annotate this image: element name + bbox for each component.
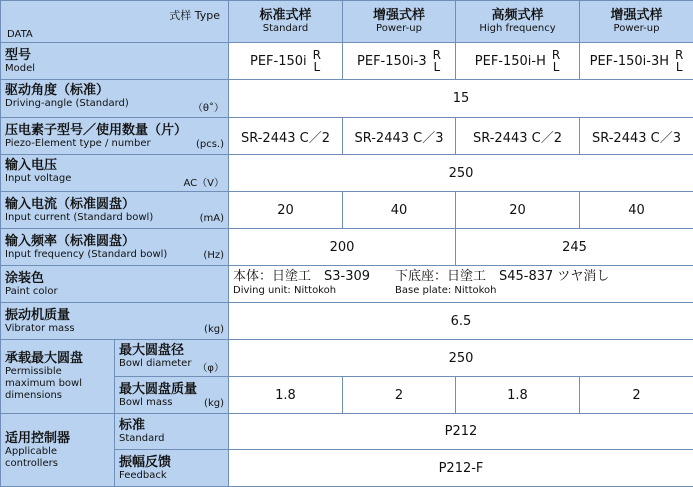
frequency-cell: 200 <box>229 229 456 266</box>
current-cell: 40 <box>343 192 456 229</box>
row-frequency <box>1 229 693 266</box>
label-mass: 振动机质量 Vibrator mass (kg) <box>1 303 229 340</box>
model-cell: PEF-150i-3 R L <box>343 43 456 80</box>
voltage-value: 250 <box>229 155 693 192</box>
row-piezo <box>1 118 693 155</box>
row-current <box>1 192 693 229</box>
paint-value: 本体：日塗工 S3-309 下底座：日塗工 S45-837 ツヤ消し Diving unit: Nittokoh Base plate: Nittokoh <box>229 266 693 303</box>
label-frequency: 输入频率（标准圆盘） Input frequency (Standard bowl) (Hz) <box>1 229 229 266</box>
model-cell: PEF-150i-H R L <box>456 43 580 80</box>
type-label: 式样 Type <box>169 7 220 23</box>
model-cell: PEF-150i-3H R L <box>580 43 693 80</box>
row-controller-standard <box>1 414 693 450</box>
bowl-mass-cell: 1.8 <box>456 377 580 414</box>
label-paint: 涂装色 Paint color <box>1 266 229 303</box>
col-header-power-up-2: 增强式样 Power-up <box>580 1 693 43</box>
row-paint <box>1 266 693 303</box>
piezo-cell: SR-2443 C／3 <box>343 118 456 155</box>
frequency-cell: 245 <box>456 229 693 266</box>
piezo-cell: SR-2443 C／3 <box>580 118 693 155</box>
label-controllers: 适用控制器 Applicable controllers <box>1 414 115 487</box>
col-header-standard: 标准式样 Standard <box>229 1 343 43</box>
label-voltage: 输入电压 Input voltage AC（V） <box>1 155 229 192</box>
label-bowl: 承载最大圆盘 Permissible maximum bowl dimensions <box>1 340 115 414</box>
current-cell: 20 <box>229 192 343 229</box>
controller-feedback-value: P212-F <box>229 450 693 487</box>
col-header-power-up: 增强式样 Power-up <box>343 1 456 43</box>
current-cell: 20 <box>456 192 580 229</box>
mass-value: 6.5 <box>229 303 693 340</box>
row-mass <box>1 303 693 340</box>
data-label: DATA <box>7 29 33 40</box>
header-row <box>1 1 693 43</box>
label-controller-standard: 标准 Standard <box>115 414 229 450</box>
label-bowl-diameter: 最大圆盘径 Bowl diameter （φ） <box>115 340 229 377</box>
label-piezo: 压电素子型号／使用数量（片） Piezo-Element type / number (pcs.) <box>1 118 229 155</box>
controller-standard-value: P212 <box>229 414 693 450</box>
row-voltage <box>1 155 693 192</box>
label-bowl-mass: 最大圆盘质量 Bowl mass (kg) <box>115 377 229 414</box>
model-cell: PEF-150i R L <box>229 43 343 80</box>
col-header-high-frequency: 高频式样 High frequency <box>456 1 580 43</box>
bowl-diameter-value: 250 <box>229 340 693 377</box>
piezo-cell: SR-2443 C／2 <box>456 118 580 155</box>
row-bowl-diameter <box>1 340 693 377</box>
bowl-mass-cell: 2 <box>580 377 693 414</box>
current-cell: 40 <box>580 192 693 229</box>
bowl-mass-cell: 2 <box>343 377 456 414</box>
label-controller-feedback: 振幅反馈 Feedback <box>115 450 229 487</box>
bowl-mass-cell: 1.8 <box>229 377 343 414</box>
label-model: 型号 Model <box>1 43 229 80</box>
piezo-cell: SR-2443 C／2 <box>229 118 343 155</box>
row-angle <box>1 80 693 118</box>
label-current: 输入电流（标准圆盘） Input current (Standard bowl) (mA) <box>1 192 229 229</box>
angle-value: 15 <box>229 80 693 118</box>
label-angle: 驱动角度（标准） Driving-angle (Standard) （θ˚） <box>1 80 229 118</box>
row-model <box>1 43 693 80</box>
corner-cell <box>1 1 229 43</box>
